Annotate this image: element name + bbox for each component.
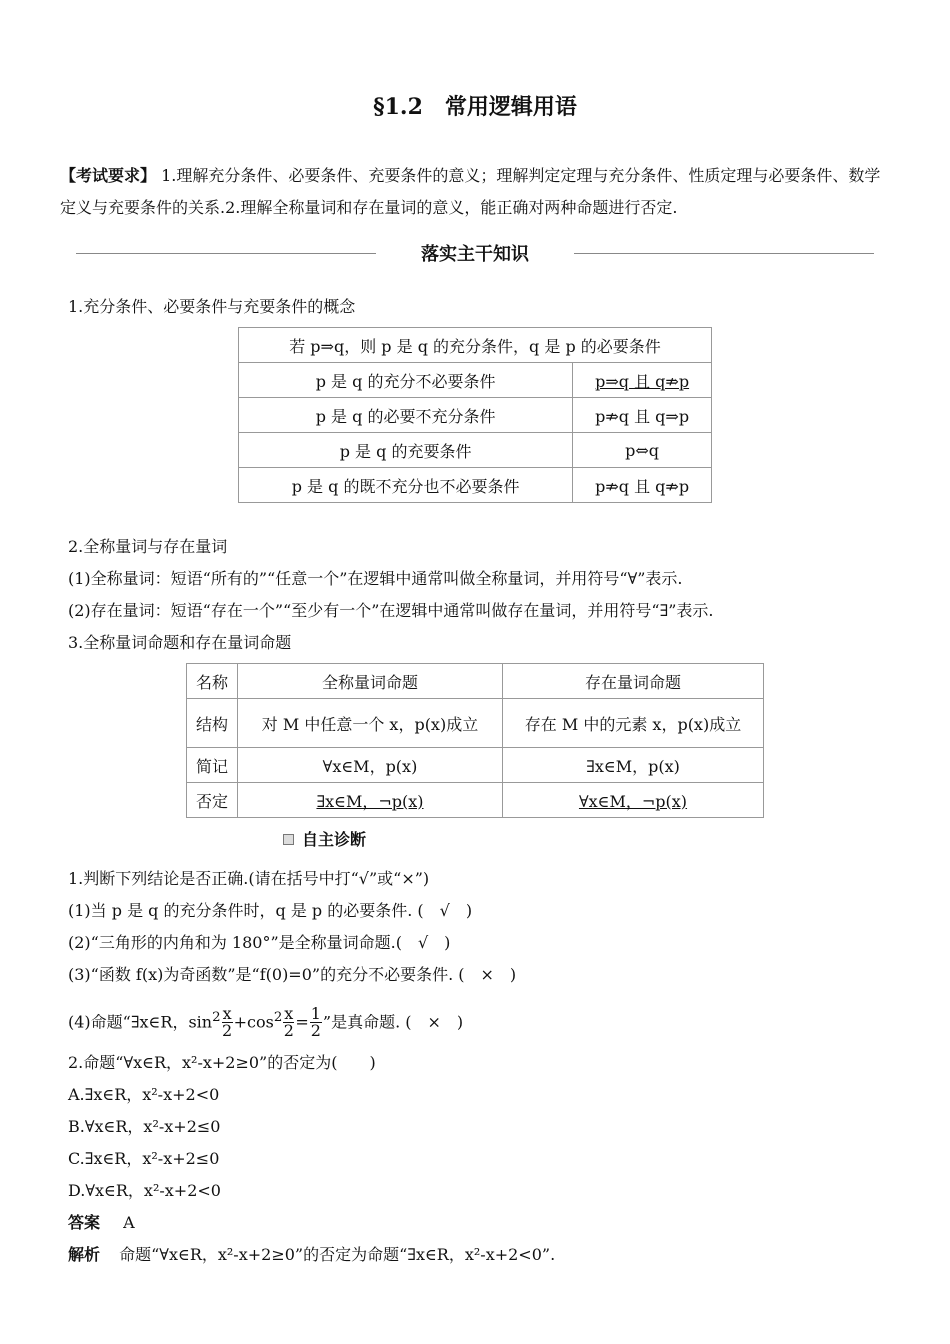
table-cell: ∃x∈M，¬p(x) — [238, 783, 503, 818]
q1-item-3: (3)“函数 f(x)为奇函数”是“f(0)=0”的充分不必要条件. ( × ) — [68, 965, 517, 984]
cond-cell: p⇔q — [573, 433, 712, 468]
fraction-numerator: x — [222, 1004, 232, 1024]
q1-item-4 — [68, 998, 463, 1042]
table-cell: ∀x∈M，p(x) — [238, 748, 503, 783]
row-label: 否定 — [187, 783, 238, 818]
exponent: 2 — [212, 1010, 221, 1025]
table-row — [239, 433, 712, 468]
table-row — [239, 468, 712, 503]
table-header-row — [187, 664, 764, 699]
q1-item-2: (2)“三角形的内角和为 180°”是全称量词命题.( √ ) — [68, 933, 451, 952]
q1-item-4-prefix: (4)命题“∃x∈R，sin — [68, 1012, 213, 1032]
conditions-top-row: 若 p⇒q，则 p 是 q 的充分条件，q 是 p 的必要条件 — [239, 328, 712, 363]
option-b: B.∀x∈R，x²-x+2≤0 — [68, 1117, 221, 1136]
answer-value: A — [123, 1213, 135, 1232]
cond-cell: p 是 q 的既不充分也不必要条件 — [239, 468, 573, 503]
fraction-numerator: 1 — [310, 1004, 321, 1024]
fraction-denominator: 2 — [221, 1021, 233, 1041]
q1-item-1: (1)当 p 是 q 的充分条件时，q 是 p 的必要条件. ( √ ) — [68, 901, 473, 920]
conditions-table — [238, 327, 712, 503]
section-title: 落实主干知识 — [421, 244, 529, 265]
q1-item-4-suffix: ”是真命题. ( × ) — [322, 1012, 464, 1032]
table-row — [187, 748, 764, 783]
fraction-one-half — [310, 1006, 322, 1039]
section-band — [76, 240, 874, 268]
requirements-label: 【考试要求】 — [60, 166, 157, 185]
answer-label: 答案 — [68, 1213, 101, 1232]
row-label: 结构 — [187, 699, 238, 748]
answer-line — [68, 1211, 135, 1235]
option-d: D.∀x∈R，x²-x+2<0 — [68, 1181, 221, 1200]
diagnosis-title: 自主诊断 — [302, 830, 367, 849]
requirements-text: 1.理解充分条件、必要条件、充要条件的意义；理解判定定理与充分条件、性质定理与必要条件、数学定义与充要条件的关系.2.理解全称量词和存在量词的意义，能正确对两种命题进行否定. — [60, 166, 881, 217]
page-title: §1.2 常用逻辑用语 — [373, 94, 577, 120]
header-cell: 存在量词命题 — [503, 664, 764, 699]
row-label: 简记 — [187, 748, 238, 783]
cond-cell: p 是 q 的充要条件 — [239, 433, 573, 468]
option-c: C.∃x∈R，x²-x+2≤0 — [68, 1149, 220, 1168]
fraction-numerator: x — [284, 1004, 294, 1024]
cond-cell: p⇒q 且 q⇏p — [573, 363, 712, 398]
table-cell: ∀x∈M，¬p(x) — [503, 783, 764, 818]
fraction-denominator: 2 — [310, 1021, 321, 1041]
analysis-text: 命题“∀x∈R，x²-x+2≥0”的否定为命题“∃x∈R，x²-x+2<0”. — [119, 1245, 556, 1264]
equals-sign: = — [295, 1012, 309, 1032]
analysis-label: 解析 — [68, 1245, 101, 1264]
cond-cell: p 是 q 的必要不充分条件 — [239, 398, 573, 433]
quantifier-table — [186, 663, 764, 818]
cond-cell: p⇏q 且 q⇒p — [573, 398, 712, 433]
table-cell: ∃x∈M，p(x) — [503, 748, 764, 783]
exam-requirements — [60, 160, 886, 224]
fraction-denominator: 2 — [283, 1021, 294, 1041]
diagnosis-heading — [283, 827, 366, 850]
fraction-x-over-2 — [222, 1006, 233, 1039]
table-row — [239, 398, 712, 433]
fraction-x-over-2 — [283, 1006, 294, 1039]
analysis-line — [68, 1243, 555, 1267]
table-row — [239, 363, 712, 398]
s3-heading: 3.全称量词命题和存在量词命题 — [68, 633, 292, 652]
table-row — [187, 783, 764, 818]
s2-heading: 2.全称量词与存在量词 — [68, 537, 228, 556]
q2-stem: 2.命题“∀x∈R，x²-x+2≥0”的否定为( ) — [68, 1053, 376, 1072]
s2-line2: (2)存在量词：短语“存在一个”“至少有一个”在逻辑中通常叫做存在量词，并用符号“∃”表示. — [68, 601, 714, 620]
s1-heading: 1.充分条件、必要条件与充要条件的概念 — [68, 297, 356, 316]
s2-line1: (1)全称量词：短语“所有的”“任意一个”在逻辑中通常叫做全称量词，并用符号“∀”表示. — [68, 569, 683, 588]
table-cell: 存在 M 中的元素 x，p(x)成立 — [503, 699, 764, 748]
header-cell: 名称 — [187, 664, 238, 699]
cos-term: +cos — [233, 1012, 274, 1032]
table-row — [187, 699, 764, 748]
option-a: A.∃x∈R，x²-x+2<0 — [68, 1085, 220, 1104]
cond-cell: p⇏q 且 q⇏p — [573, 468, 712, 503]
table-cell: 对 M 中任意一个 x，p(x)成立 — [238, 699, 503, 748]
cond-cell: p 是 q 的充分不必要条件 — [239, 363, 573, 398]
q1-stem: 1.判断下列结论是否正确.(请在括号中打“√”或“×”) — [68, 869, 430, 888]
header-cell: 全称量词命题 — [238, 664, 503, 699]
exponent: 2 — [273, 1010, 283, 1025]
square-bullet-icon — [283, 834, 294, 845]
